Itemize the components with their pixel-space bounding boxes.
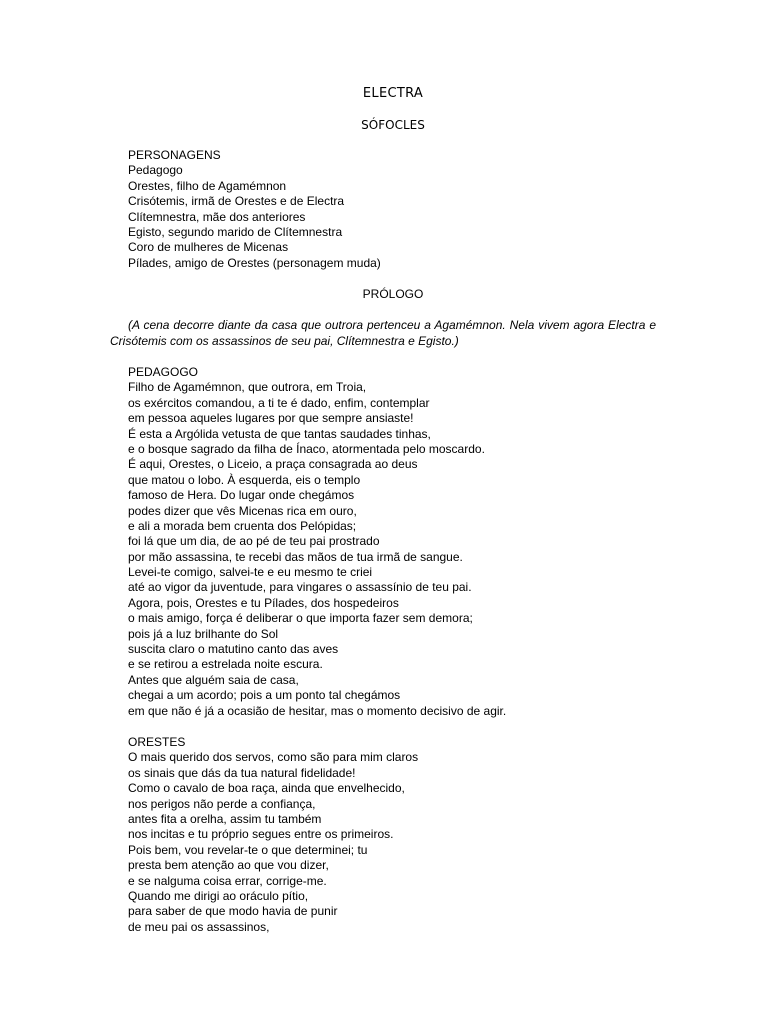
verse-line: e se nalguma coisa errar, corrige-me.	[128, 873, 327, 888]
verse-line: o mais amigo, força é deliberar o que importa fazer sem demora;	[128, 611, 473, 626]
verse-line: presta bem atenção ao que vou dizer,	[128, 858, 329, 873]
verse-line: famoso de Hera. Do lugar onde chegámos	[128, 488, 355, 503]
verse-line: O mais querido dos servos, como são para mim claros	[128, 750, 419, 765]
verse-line: Agora, pois, Orestes e tu Pílades, dos hospedeiros	[128, 595, 399, 610]
prologue-heading: PRÓLOGO	[362, 287, 424, 301]
document-author: SÓFOCLES	[361, 118, 425, 132]
speaker-name: ORESTES	[128, 735, 186, 749]
speaker-name: PEDAGOGO	[128, 365, 199, 379]
verse-line: os sinais que dás da tua natural fidelidade!	[128, 765, 356, 780]
document-title: ELECTRA	[362, 86, 424, 101]
verse-line: Filho de Agamémnon, que outrora, em Troia,	[128, 380, 367, 395]
cast-list	[128, 148, 688, 271]
verse-line: Quando me dirigi ao oráculo pítio,	[128, 888, 309, 903]
verse-line: Antes que alguém saia de casa,	[128, 672, 299, 687]
cast-member: Orestes, filho de Agamémnon	[128, 178, 287, 193]
cast-member: Crisótemis, irmã de Orestes e de Electra	[128, 194, 345, 209]
verse-line: em que não é já a ocasião de hesitar, mas o momento decisivo de agir.	[128, 703, 507, 718]
verse-line: chegai a um acordo; pois a um ponto tal chegámos	[128, 688, 401, 703]
speech-orestes	[128, 735, 688, 935]
verse-line: que matou o lobo. À esquerda, eis o templo	[128, 472, 361, 487]
cast-member: Egisto, segundo marido de Clítemnestra	[128, 224, 343, 239]
verse-line: de meu pai os assassinos,	[128, 919, 270, 934]
verse-line: antes fita a orelha, assim tu também	[128, 811, 322, 826]
speech-pedagogo	[128, 365, 688, 719]
verse-line: nos incitas e tu próprio segues entre os primeiros.	[128, 827, 394, 842]
verse-line: em pessoa aqueles lugares por que sempre ansiaste!	[128, 411, 414, 426]
cast-member: Clítemnestra, mãe dos anteriores	[128, 209, 306, 224]
stage-direction: (A cena decorre diante da casa que outrora pertenceu a Agamémnon. Nela vivem agora Electra e Crisótemis com os assassinos de seu pai, Clítemnestra e Egisto.)	[110, 318, 656, 348]
cast-member: Pedagogo	[128, 163, 183, 178]
verse-line: nos perigos não perde a confiança,	[128, 796, 316, 811]
verse-line: e ali a morada bem cruenta dos Pelópidas;	[128, 518, 357, 533]
verse-line: É aqui, Orestes, o Liceio, a praça consagrada ao deus	[128, 457, 418, 472]
verse-line: os exércitos comandou, a ti te é dado, enfim, contemplar	[128, 395, 430, 410]
verse-line: Pois bem, vou revelar-te o que determinei; tu	[128, 842, 368, 857]
verse-line: É esta a Argólida vetusta de que tantas saudades tinhas,	[128, 426, 431, 441]
cast-member: Coro de mulheres de Micenas	[128, 240, 289, 255]
verse-line: e o bosque sagrado da filha de Ínaco, atormentada pelo moscardo.	[128, 441, 485, 456]
verse-line: pois já a luz brilhante do Sol	[128, 626, 279, 641]
verse-line: por mão assassina, te recebi das mãos de tua irmã de sangue.	[128, 549, 463, 564]
cast-member: Pílades, amigo de Orestes (personagem muda)	[128, 255, 381, 270]
cast-heading: PERSONAGENS	[128, 148, 221, 162]
verse-line: para saber de que modo havia de punir	[128, 904, 338, 919]
verse-line: e se retirou a estrelada noite escura.	[128, 657, 323, 672]
verse-line: até ao vigor da juventude, para vingares o assassínio de teu pai.	[128, 580, 472, 595]
verse-line: suscita claro o matutino canto das aves	[128, 642, 339, 657]
verse-line: foi lá que um dia, de ao pé de teu pai prostrado	[128, 534, 380, 549]
verse-line: Como o cavalo de boa raça, ainda que envelhecido,	[128, 781, 405, 796]
verse-line: Levei-te comigo, salvei-te e eu mesmo te criei	[128, 565, 373, 580]
verse-line: podes dizer que vês Micenas rica em ouro,	[128, 503, 357, 518]
